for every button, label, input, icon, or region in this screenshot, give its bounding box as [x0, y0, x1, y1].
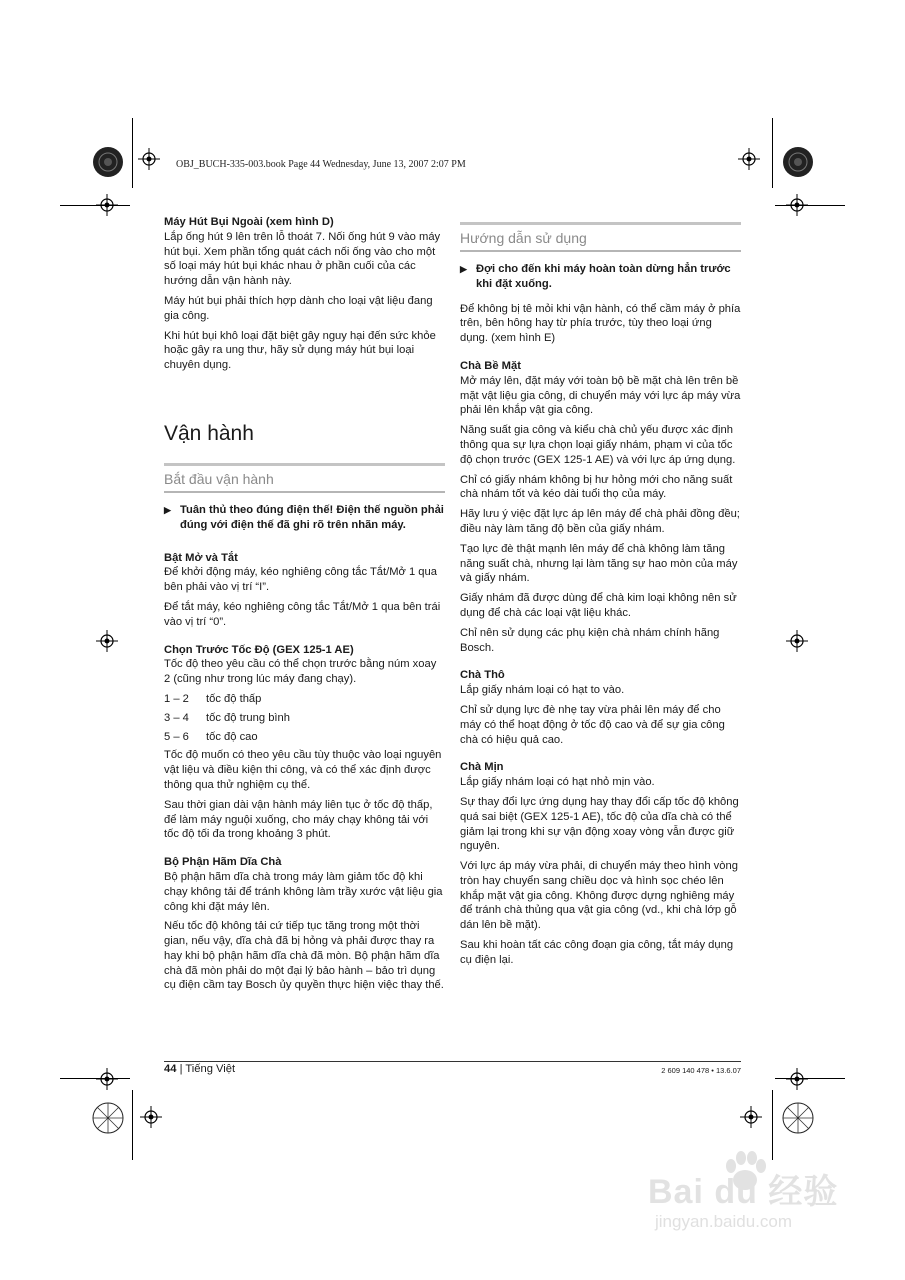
- crosshair-icon: [738, 148, 760, 170]
- speed-label: tốc độ cao: [206, 730, 258, 743]
- language-label: | Tiếng Việt: [179, 1063, 236, 1075]
- section-heading-start: Bắt đầu vận hành: [164, 463, 445, 493]
- paragraph: Lắp ống hút 9 lên trên lỗ thoát 7. Nối ống hút 9 vào máy hút bụi. Xem phần tổng quát cách nối ống vào cho một số loại máy hút bụi khác nhau ở phần cuối của các hướng dẫn vận hành này.: [164, 230, 441, 288]
- crosshair-icon: [786, 194, 808, 216]
- paragraph: Chỉ nên sử dụng các phụ kiện chà nhám chính hãng Bosch.: [460, 626, 720, 654]
- warning-text: Tuân thủ theo đúng điện thế! Điện thế nguồn phải đúng với điện thế đã ghi rõ trên nhãn máy.: [180, 503, 444, 531]
- speed-row: [164, 711, 445, 726]
- speed-range: 5 – 6: [164, 730, 189, 743]
- speed-label: tốc độ thấp: [206, 692, 262, 705]
- watermark-url: jingyan.baidu.com: [655, 1212, 793, 1231]
- paragraph: Tốc độ muốn có theo yêu cầu tùy thuộc vào loại nguyên vật liệu và điều kiện thi công, và có thể xác định được thông qua thử nghiệm cụ thể.: [164, 749, 442, 791]
- triangle-bullet-icon: ▶: [460, 264, 467, 274]
- crosshair-icon: [740, 1106, 762, 1128]
- paragraph: Hãy lưu ý việc đặt lực áp lên máy để chà phải đồng đều; điều này làm tăng độ bền của giấy nhám.: [460, 508, 740, 535]
- paragraph: Máy hút bụi phải thích hợp dành cho loại vật liệu đang gia công.: [164, 294, 433, 322]
- paragraph: Lắp giấy nhám loại có hạt nhỏ mịn vào.: [460, 776, 655, 789]
- crosshair-icon: [786, 1068, 808, 1090]
- speed-row: [164, 730, 445, 745]
- crosshair-icon: [786, 630, 808, 652]
- paragraph: Năng suất gia công và kiểu chà chủ yếu được xác định thông qua sự lựa chọn loại giấy nhám, phạm vi của tốc độ chọn trước (GEX 125-1 AE) và với lực áp ứng dụng.: [460, 424, 736, 466]
- crop-mark: [772, 118, 773, 188]
- paragraph: Giấy nhám đã được dùng để chà kim loại không nên sử dụng để chà các loại vật liệu khác.: [460, 592, 737, 619]
- chapter-title: Vận hành: [164, 421, 254, 445]
- speed-label: tốc độ trung bình: [206, 711, 290, 724]
- crosshair-icon: [140, 1106, 162, 1128]
- warning-item: [460, 262, 741, 292]
- warning-item: [164, 503, 445, 533]
- paragraph: Mở máy lên, đặt máy với toàn bộ bề mặt chà lên trên bề mặt vật liệu gia công, di chuyển máy với lực áp máy vừa phải lên khắp vật gia công.: [460, 374, 741, 417]
- footer-rule: [164, 1061, 741, 1062]
- crop-mark: [60, 1078, 130, 1079]
- page-number: 44: [164, 1063, 177, 1075]
- dust-heading: Máy Hút Bụi Ngoài (xem hình D): [164, 216, 334, 228]
- crop-mark: [132, 1090, 133, 1160]
- section-heading-usage: Hướng dẫn sử dụng: [460, 222, 741, 252]
- crosshair-icon: [138, 148, 160, 170]
- crosshair-icon: [96, 1068, 118, 1090]
- speed-row: [164, 692, 445, 707]
- watermark-brand: Bai du 经验: [648, 1173, 839, 1211]
- speed-range: 1 – 2: [164, 692, 189, 705]
- warning-text: Đợi cho đến khi máy hoàn toàn dừng hẳn trước khi đặt xuống.: [476, 263, 731, 290]
- right-column: [460, 222, 741, 973]
- fine-heading: Chà Mịn: [460, 761, 504, 774]
- paragraph: Sau khi hoàn tất các công đoạn gia công, tắt máy dụng cụ điện lại.: [460, 939, 734, 966]
- surface-heading: Chà Bề Mặt: [460, 359, 521, 372]
- paragraph: Bộ phận hãm dĩa chà trong máy làm giảm tốc độ khi chạy không tải để tránh không làm trầy xước vật liệu gia công khi đặt máy lên.: [164, 870, 443, 913]
- paragraph: Chỉ sử dụng lực đè nhẹ tay vừa phải lên máy để cho máy có thể hoạt động ở tốc độ cao và để sự gia công chà có hiệu quả cao.: [460, 703, 725, 746]
- paragraph: Để khởi động máy, kéo nghiêng công tắc Tắt/Mở 1 qua bên phải vào vị trí “I”.: [164, 566, 437, 594]
- paragraph: Với lực áp máy vừa phải, di chuyển máy theo hình vòng tròn hay chuyển sang chiều dọc và hình sọc chéo lên khắp mặt vật gia công. Không được dựng nghiêng máy để tránh chà thủng qua vật gia công (vd., khi chà lớp gỗ dán lên bề mặt).: [460, 860, 738, 932]
- crop-mark: [132, 118, 133, 188]
- paragraph: Để không bị tê mỏi khi vận hành, có thể cầm máy ở phía trên, bên hông hay từ phía trước, tùy theo loại ứng dụng. (xem hình E): [460, 302, 741, 345]
- registration-mark-icon: [92, 1102, 124, 1134]
- crop-mark: [60, 205, 130, 206]
- speed-range: 3 – 4: [164, 711, 189, 724]
- triangle-bullet-icon: ▶: [164, 504, 171, 515]
- paragraph: Tạo lực đè thật mạnh lên máy để chà không làm tăng năng suất chà, nhưng lại làm tăng sự hao mòn của máy và giấy nhám.: [460, 542, 738, 585]
- left-column: [164, 215, 445, 998]
- paragraph: Tốc độ theo yêu cầu có thể chọn trước bằng núm xoay 2 (cũng như trong lúc máy đang chạy).: [164, 658, 437, 686]
- paragraph: Lắp giấy nhám loại có hạt to vào.: [460, 684, 625, 697]
- print-header: OBJ_BUCH-335-003.book Page 44 Wednesday, June 13, 2007 2:07 PM: [176, 159, 466, 170]
- coarse-heading: Chà Thô: [460, 669, 505, 682]
- paragraph: Chỉ có giấy nhám không bị hư hỏng mới cho năng suất chà nhám tốt và kéo dài tuổi thọ của máy.: [460, 473, 733, 501]
- registration-mark-icon: [92, 146, 124, 178]
- speed-heading: Chọn Trước Tốc Độ (GEX 125-1 AE): [164, 643, 354, 656]
- paragraph: Để tắt máy, kéo nghiêng công tắc Tắt/Mở 1 qua bên trái vào vị trí “0”.: [164, 600, 441, 628]
- paragraph: Nếu tốc độ không tải cứ tiếp tục tăng trong một thời gian, nếu vậy, dĩa chà đã bị hỏng và phải được thay ra hay khi bộ phận hãm dĩa chà đã mòn. Bộ phận hãm dĩa chà đã mòn phải do một đại lý bảo hành – bảo trì dụng cụ điện cầm tay Bosch ủy quyền thực hiện việc thay thế.: [164, 920, 444, 992]
- paragraph: Sự thay đổi lực ứng dụng hay thay đổi cấp tốc độ không quá sai biệt (GEX 125-1 AE), tốc độ của dĩa chà có thể giảm lại trong khi sự vận động xoay vòng vẫn được giữ nguyên.: [460, 795, 739, 853]
- registration-mark-icon: [782, 146, 814, 178]
- paragraph: Khi hút bụi khô loại đặt biệt gây nguy hại đến sức khỏe hoặc gây ra ung thư, hãy sử dụng máy hút bụi loại chuyên dụng.: [164, 329, 436, 372]
- paragraph: Sau thời gian dài vận hành máy liên tục ở tốc độ thấp, để làm máy nguội xuống, cho máy chạy không tải với tốc độ tối đa trong khoảng 3 phút.: [164, 798, 433, 841]
- page-footer: [164, 1063, 235, 1075]
- crosshair-icon: [96, 630, 118, 652]
- brake-heading: Bộ Phận Hãm Dĩa Chà: [164, 856, 282, 869]
- crop-mark: [772, 1090, 773, 1160]
- document-code: 2 609 140 478 • 13.6.07: [661, 1066, 741, 1075]
- onoff-heading: Bật Mở và Tắt: [164, 551, 238, 564]
- registration-mark-icon: [782, 1102, 814, 1134]
- crosshair-icon: [96, 194, 118, 216]
